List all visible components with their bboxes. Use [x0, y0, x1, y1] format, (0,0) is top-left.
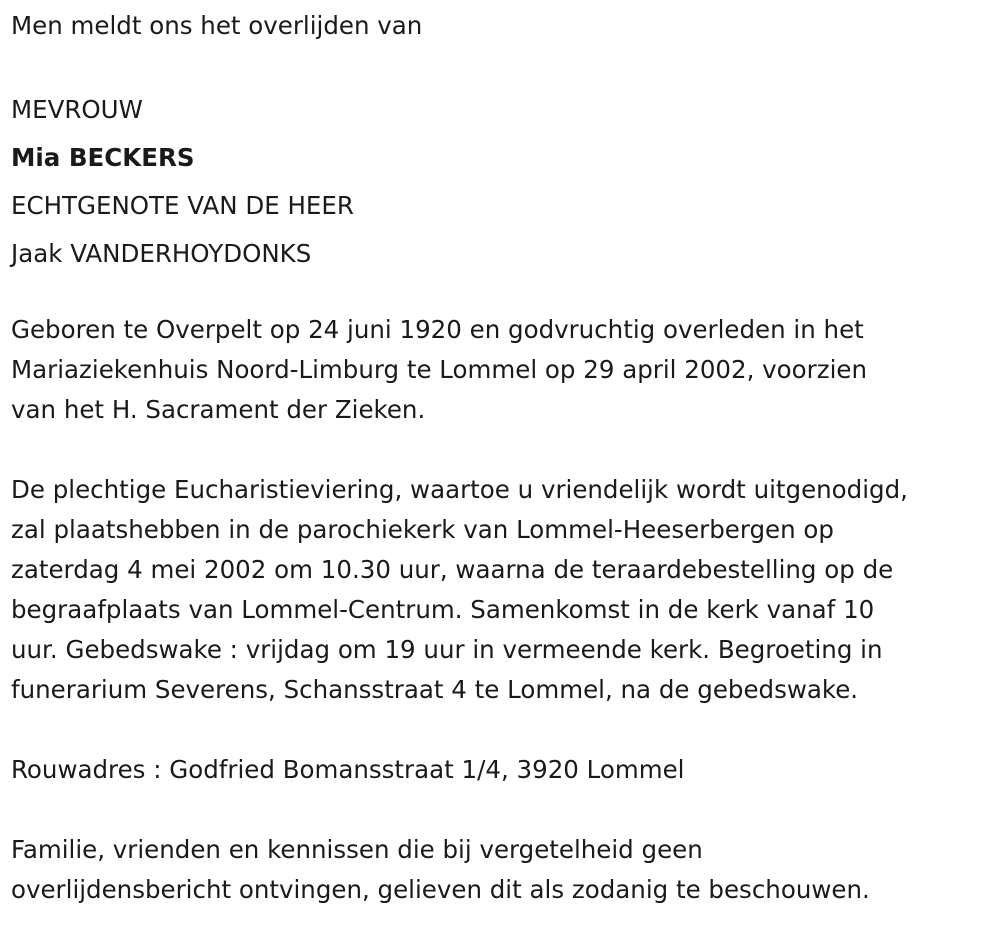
honorific: MEVROUW [11, 95, 143, 124]
birth-paragraph [11, 310, 867, 430]
paragraph-line: van het H. Sacrament der Zieken. [11, 395, 426, 424]
spouse-name: Jaak VANDERHOYDONKS [11, 239, 312, 268]
intro-text: Men meldt ons het overlijden van [11, 11, 423, 40]
paragraph-line: Geboren te Overpelt op 24 juni 1920 en godvruchtig overleden in het [11, 315, 864, 344]
deceased-name: Mia BECKERS [11, 143, 195, 172]
family-paragraph [11, 830, 870, 910]
paragraph-line: begraafplaats van Lommel-Centrum. Samenkomst in de kerk vanaf 10 [11, 595, 875, 624]
service-paragraph [11, 470, 908, 710]
paragraph-line: uur. Gebedswake : vrijdag om 19 uur in vermeende kerk. Begroeting in [11, 635, 883, 664]
paragraph-line: funerarium Severens, Schansstraat 4 te Lommel, na de gebedswake. [11, 675, 859, 704]
spouse-label: ECHTGENOTE VAN DE HEER [11, 191, 354, 220]
mourning-address [11, 750, 685, 790]
paragraph-line: Mariaziekenhuis Noord-Limburg te Lommel op 29 april 2002, voorzien [11, 355, 867, 384]
paragraph-line: De plechtige Eucharistieviering, waartoe u vriendelijk wordt uitgenodigd, [11, 475, 908, 504]
paragraph-line: zal plaatshebben in de parochiekerk van Lommel-Heeserbergen op [11, 515, 834, 544]
paragraph-line: zaterdag 4 mei 2002 om 10.30 uur, waarna de teraardebestelling op de [11, 555, 894, 584]
address-line: Rouwadres : Godfried Bomansstraat 1/4, 3920 Lommel [11, 755, 685, 784]
paragraph-line: overlijdensbericht ontvingen, gelieven dit als zodanig te beschouwen. [11, 875, 870, 904]
deceased-block [11, 86, 354, 278]
paragraph-line: Familie, vrienden en kennissen die bij vergetelheid geen [11, 835, 703, 864]
